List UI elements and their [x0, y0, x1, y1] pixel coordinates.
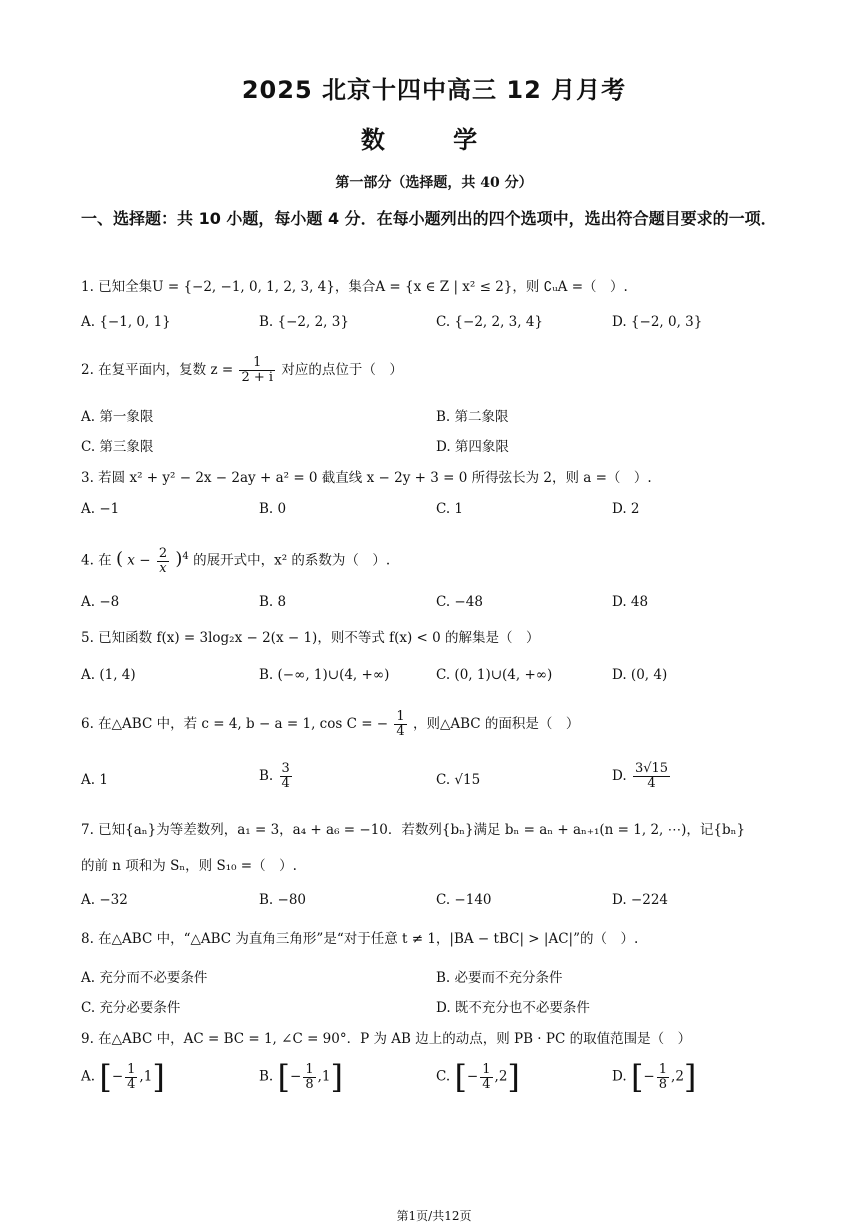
option-c: C. −48 [436, 594, 483, 610]
fraction-denominator: 4 [281, 776, 290, 791]
option-c: C. √15 [436, 772, 481, 788]
option-c-fraction [480, 1063, 492, 1092]
option-d: D. 第四象限 [436, 439, 509, 455]
question-6-post: ，则△ABC 的面积是（ ） [412, 716, 580, 732]
right-bracket: ] [683, 1058, 697, 1096]
fraction-denominator: 8 [658, 1076, 668, 1092]
option-a: A. [− $\frac{1}{4}$ ,1] [81, 1058, 165, 1096]
question-2 [81, 356, 801, 385]
option-b-label: B. [259, 1068, 274, 1085]
option-b: B. 第二象限 [436, 409, 509, 425]
option-c: C. 1 [436, 501, 464, 517]
question-4-expr: x − [127, 552, 151, 569]
question-3-options [81, 501, 801, 525]
question-2-pre: 2. 在复平面内，复数 z = [81, 362, 234, 378]
left-paren: ( [115, 548, 123, 570]
question-6-fraction [394, 710, 406, 739]
page-footer: 第1页/共12页 [396, 1209, 472, 1223]
question-3: 3. 若圆 x² + y² − 2x − 2ay + a² = 0 截直线 x − 2y + 3 = 0 所得弦长为 2，则 a =（ ）. [81, 470, 652, 486]
question-2-options-row2 [81, 435, 801, 459]
option-d-fraction [633, 762, 670, 791]
option-a: A. {−1, 0, 1} [81, 314, 171, 330]
option-a: A. 第一象限 [81, 409, 154, 425]
option-d: D. {−2, 0, 3} [612, 314, 703, 330]
left-bracket: [ [277, 1058, 290, 1096]
question-4 [81, 540, 801, 578]
option-b: B. 必要而不充分条件 [436, 970, 563, 986]
option-c: C. {−2, 2, 3, 4} [436, 314, 544, 330]
right-paren: ) [175, 548, 183, 570]
option-b: B. 8 [259, 594, 287, 610]
option-b-label: B. [259, 768, 274, 784]
fraction-numerator: 3 [281, 761, 290, 776]
subject-title: 数 学 [360, 126, 508, 154]
option-a: A. −1 [81, 501, 120, 517]
left-bracket: [ [454, 1058, 467, 1096]
question-6-options [81, 762, 801, 802]
question-4-pre: 4. 在 [81, 552, 112, 569]
question-6-pre: 6. 在△ABC 中，若 c = 4, b − a = 1, cos C = − [81, 716, 389, 732]
option-d-fraction [657, 1063, 669, 1092]
option-d: D. 既不充分也不必要条件 [436, 1000, 590, 1016]
option-d: D. (0, 4) [612, 667, 668, 683]
fraction-denominator: 8 [305, 1076, 314, 1092]
option-c-label: C. [436, 1068, 451, 1085]
fraction-denominator: 4 [396, 724, 405, 739]
question-1-options [81, 314, 801, 338]
question-5-options [81, 667, 801, 691]
question-1: 1. 已知全集U = {−2, −1, 0, 1, 2, 3, 4}，集合A = {x ∈ Z | x² ≤ 2}，则 ∁ᵤA =（ ）. [81, 279, 628, 295]
left-bracket: [ [99, 1058, 112, 1096]
fraction-denominator: 4 [482, 1076, 491, 1092]
option-d [612, 762, 672, 791]
option-c: C. −140 [436, 892, 492, 908]
question-9: 9. 在△ABC 中，AC = BC = 1, ∠C = 90°．P 为 AB 边上的动点，则 PB · PC 的取值范围是（ ） [81, 1031, 692, 1047]
option-a-label: A. [81, 1068, 96, 1085]
part-heading: 第一部分（选择题，共 40 分） [335, 175, 533, 191]
fraction-numerator: 1 [658, 1061, 668, 1077]
question-4-options [81, 594, 801, 618]
fraction-numerator: 2 [158, 545, 168, 561]
fraction-numerator: 3√15 [634, 761, 669, 776]
option-d: D. −224 [612, 892, 669, 908]
option-a: A. −32 [81, 892, 128, 908]
fraction-numerator: 1 [482, 1061, 491, 1077]
option-b-fraction [280, 762, 292, 791]
exam-title: 2025 北京十四中高三 12 月月考 [241, 76, 627, 104]
option-a: A. 1 [81, 772, 108, 788]
right-bracket: ] [507, 1058, 520, 1096]
range-upper: 2 [498, 1068, 508, 1085]
range-upper: 1 [321, 1068, 331, 1085]
option-b: B. [− $\frac{1}{8}$ ,1] [259, 1058, 343, 1096]
range-upper: 2 [675, 1068, 684, 1085]
range-upper: 1 [143, 1068, 153, 1085]
question-7: 7. 已知{aₙ}为等差数列，a₁ = 3，a₄ + a₆ = −10．若数列{bₙ}满足 bₙ = aₙ + aₙ₊₁(n = 1, 2, ⋯)，记{bₙ} [81, 822, 746, 838]
fraction-denominator: 4 [647, 776, 656, 791]
question-6 [81, 710, 801, 739]
fraction-numerator: 1 [396, 709, 405, 724]
option-d-label: D. [612, 1068, 627, 1085]
option-a: A. −8 [81, 594, 120, 610]
option-b-fraction [303, 1063, 315, 1092]
option-a-fraction [125, 1063, 137, 1092]
question-2-post: 对应的点位于（ ） [281, 362, 403, 378]
question-9-options [81, 1058, 801, 1108]
option-a: A. (1, 4) [81, 667, 136, 683]
option-b: B. −80 [259, 892, 306, 908]
question-2-options-row1 [81, 405, 801, 429]
section-heading: 一、选择题：共 10 小题，每小题 4 分．在每小题列出的四个选项中，选出符合题目要求的一项． [81, 209, 777, 228]
question-2-fraction [239, 356, 275, 385]
fraction-numerator: 1 [239, 356, 275, 371]
right-bracket: ] [330, 1058, 343, 1096]
question-8-options-row1 [81, 966, 801, 990]
fraction-numerator: 1 [127, 1061, 136, 1077]
exponent: 4 [182, 551, 189, 562]
option-b: B. {−2, 2, 3} [259, 314, 349, 330]
option-c: C. 第三象限 [81, 439, 154, 455]
option-c: C. [− $\frac{1}{4}$ ,2] [436, 1058, 520, 1096]
fraction-denominator: x [159, 560, 167, 576]
right-bracket: ] [152, 1058, 165, 1096]
question-8-options-row2 [81, 996, 801, 1020]
left-bracket: [ [630, 1058, 644, 1096]
question-4-fraction [157, 547, 169, 576]
question-4-post: 的展开式中，x² 的系数为（ ）. [193, 552, 391, 569]
option-a: A. 充分而不必要条件 [81, 970, 208, 986]
fraction-denominator: 4 [127, 1076, 136, 1092]
option-c: C. (0, 1)∪(4, +∞) [436, 667, 553, 683]
option-b: B. (−∞, 1)∪(4, +∞) [259, 667, 390, 683]
fraction-denominator: 2 + i [241, 370, 274, 385]
option-d-label: D. [612, 768, 627, 784]
question-8: 8. 在△ABC 中，“△ABC 为直角三角形”是“对于任意 t ≠ 1，|BA − tBC| > |AC|”的（ ）. [81, 931, 639, 947]
option-b: B. 0 [259, 501, 287, 517]
question-7-line2: 的前 n 项和为 Sₙ，则 S₁₀ =（ ）. [81, 858, 297, 874]
fraction-numerator: 1 [305, 1061, 314, 1077]
option-d: D. [− $\frac{1}{8}$ ,2] [612, 1058, 697, 1096]
option-d: D. 48 [612, 594, 649, 610]
option-d: D. 2 [612, 501, 640, 517]
option-b [259, 762, 294, 791]
option-c: C. 充分必要条件 [81, 1000, 181, 1016]
question-5: 5. 已知函数 f(x) = 3log₂x − 2(x − 1)，则不等式 f(x) < 0 的解集是（ ） [81, 630, 540, 646]
question-7-options [81, 892, 801, 916]
